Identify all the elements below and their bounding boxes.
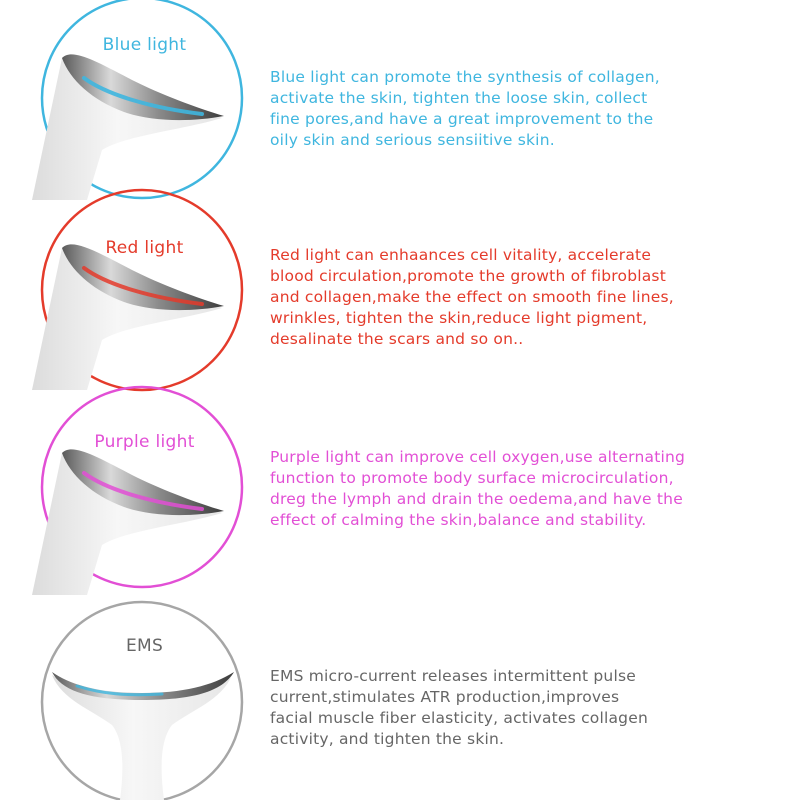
purple-light-label: Purple light xyxy=(94,432,195,452)
description-line: desalinate the scars and so on.. xyxy=(270,330,524,348)
section-red-light xyxy=(0,190,800,390)
description-line: dreg the lymph and drain the oedema,and have the xyxy=(270,490,683,508)
description-line: facial muscle fiber elasticity, activates collagen xyxy=(270,709,648,727)
purple-light-description xyxy=(270,447,790,531)
description-line: Red light can enhaances cell vitality, accelerate xyxy=(270,246,652,264)
description-line: EMS micro-current releases intermittent pulse xyxy=(270,667,636,685)
red-light-label: Red light xyxy=(105,238,184,258)
blue-light-description xyxy=(270,67,790,151)
description-line: oily skin and serious sensiitive skin. xyxy=(270,131,555,149)
blue-light-device-illustration xyxy=(32,0,257,200)
red-light-device-illustration xyxy=(32,190,257,390)
description-line: Purple light can improve cell oxygen,use alternating xyxy=(270,448,686,466)
description-line: activity, and tighten the skin. xyxy=(270,730,505,748)
description-line: and collagen,make the effect on smooth fine lines, xyxy=(270,288,674,306)
description-line: wrinkles, tighten the skin,reduce light pigment, xyxy=(270,309,648,327)
section-blue-light xyxy=(0,0,800,200)
description-line: activate the skin, tighten the loose skin, collect xyxy=(270,89,648,107)
ems-device-illustration xyxy=(32,600,257,800)
ems-label: EMS xyxy=(125,636,164,656)
description-line: current,stimulates ATR production,improves xyxy=(270,688,620,706)
description-line: effect of calming the skin,balance and stability. xyxy=(270,511,647,529)
section-ems xyxy=(0,600,800,800)
ems-description xyxy=(270,666,790,750)
description-line: function to promote body surface microcirculation, xyxy=(270,469,674,487)
description-line: fine pores,and have a great improvement to the xyxy=(270,110,654,128)
description-line: blood circulation,promote the growth of fibroblast xyxy=(270,267,666,285)
blue-light-label: Blue light xyxy=(102,35,187,55)
purple-light-device-illustration xyxy=(32,395,257,595)
description-line: Blue light can promote the synthesis of collagen, xyxy=(270,68,660,86)
red-light-description xyxy=(270,245,790,350)
section-purple-light xyxy=(0,395,800,595)
